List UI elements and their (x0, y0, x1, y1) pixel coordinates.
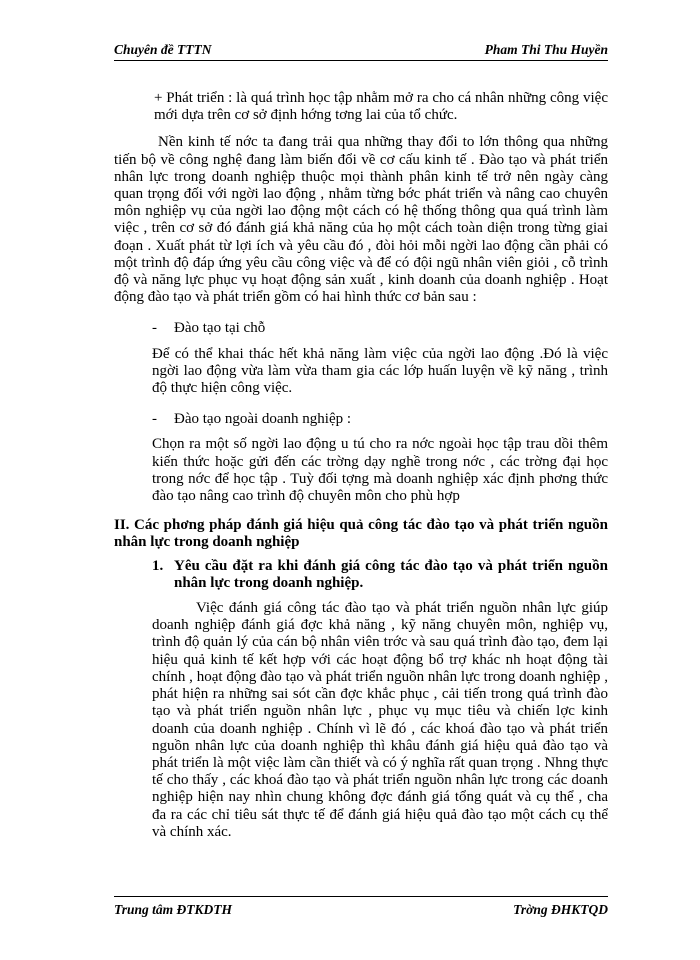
bullet-onsite-training (114, 320, 608, 337)
intro-paragraph: Nền kinh tế nớc ta đang trải qua những thay đổi to lớn thông qua những tiến bộ về công nghệ đang làm biến đổi về cơ cấu kinh tế . Đào tạo và phát triển nhân lực trong doanh nghiệp thuộc mọi thành phân kinh tế trở nên ngày càng quan trọng đối với ngời lao động , nhằm từng bớc phát triển và nâng cao chuyên môn nghiệp vụ của ngời lao động một cách có hệ thống thông qua quá trình làm việc , trên cơ sở đó đánh giá khả năng của họ một cách toàn diện trong từng giai đoạn . Xuất phát từ lợi ích và yêu cầu đó , đòi hỏi mỗi ngời lao động cần phải có một trình độ đáp ứng yêu cầu công việc và để có đội ngũ nhân viên giỏi , cỗ trình độ và năng lực phục vụ hoạt động sản xuất , kinh doanh của doanh nghiệp . Hoạt động đào tạo và phát triển gồm có hai hình thức cơ bản sau : (114, 134, 608, 306)
bullet-dash: - (152, 320, 157, 337)
header-left-title: Chuyên đề TTTN (114, 42, 212, 57)
section-heading: II. Các phơng pháp đánh giá hiệu quả công tác đào tạo và phát triển nguồn nhân lực trong doanh nghiệp (114, 517, 608, 551)
page-footer (114, 896, 608, 919)
footer-right: Trờng ĐHKTQD (513, 902, 608, 917)
external-training-text: Chọn ra một số ngời lao động u tú cho ra nớc ngoài học tập trau dồi thêm kiến thức hoặc gửi đến các trờng dạy nghề trong nớc , các trờng đại học trong nớc để học tập . Tuỳ đối tợng mà doanh nghiệp xác định phơng thức đào tạo nâng cao trình độ chuyên môn cho phù hợp (152, 436, 608, 505)
subsection-number: 1. (152, 557, 164, 574)
bullet-external-training (114, 411, 608, 428)
evaluation-paragraph: Việc đánh giá công tác đào tạo và phát triển nguồn nhân lực giúp doanh nghiệp đánh giá đợc khả năng , kỹ năng chuyên môn, nghiệp vụ, trình độ quản lý của cán bộ nhân viên trớc và sau quá trình đào tạo, đem lại hiệu quả kinh tế kết hợp với các hoạt động bổ trợ khác nh hoạt động tài chính , hoạt động đào tạo và phát triển nguồn nhân lực trong doanh nghiệp , phát hiện ra những sai sót cần đợc khắc phục , cải tiến trong quá trình đào tạo và phát triển nguồn nhân lực , phục vụ mục tiêu và chiến lợc kinh doanh của doanh nghiệp . Chính vì lẽ đó , các khoá đào tạo và phát triển nguồn nhân lực của doanh nghiệp thì khâu đánh giá hiệu quả đào tạo và phát triển là một việc làm cần thiết và có ý nghĩa rất quan trọng . Nhng thực tế cho thấy , các khoá đào tạo và phát triển nguồn nhân lực trong các doanh nghiệp hiện nay nhìn chung không đợc đánh giá tổng quát và cụ thể , cha đa ra các chỉ tiêu sát thực tế để đánh giá hiệu quả đào tạo một cách cụ thể và chính xác. (152, 600, 608, 840)
header-author: Pham Thi Thu Huyền (484, 42, 608, 57)
development-definition: + Phát triển : là quá trình học tập nhằm mở ra cho cá nhân những công việc mới dựa trên cơ sở định hớng tơng lai của tổ chức. (154, 90, 608, 124)
bullet-title: Đào tạo tại chỗ (174, 320, 266, 337)
footer-left: Trung tâm ĐTKDTH (114, 902, 233, 917)
onsite-training-text: Để có thể khai thác hết khả năng làm việc của ngời lao động .Đó là việc ngời lao động vừa làm vừa tham gia các lớp huấn luyện về kỹ năng , trình độ thực hiện công việc. (152, 345, 608, 397)
subsection-title: Yêu cầu đặt ra khi đánh giá công tác đào tạo và phát triển nguồn nhân lực trong doanh nghiệp. (174, 557, 608, 591)
page-header (114, 40, 608, 61)
subsection-heading (114, 558, 608, 592)
bullet-title: Đào tạo ngoài doanh nghiệp : (174, 411, 352, 428)
page-body (114, 88, 608, 841)
bullet-dash: - (152, 411, 157, 428)
